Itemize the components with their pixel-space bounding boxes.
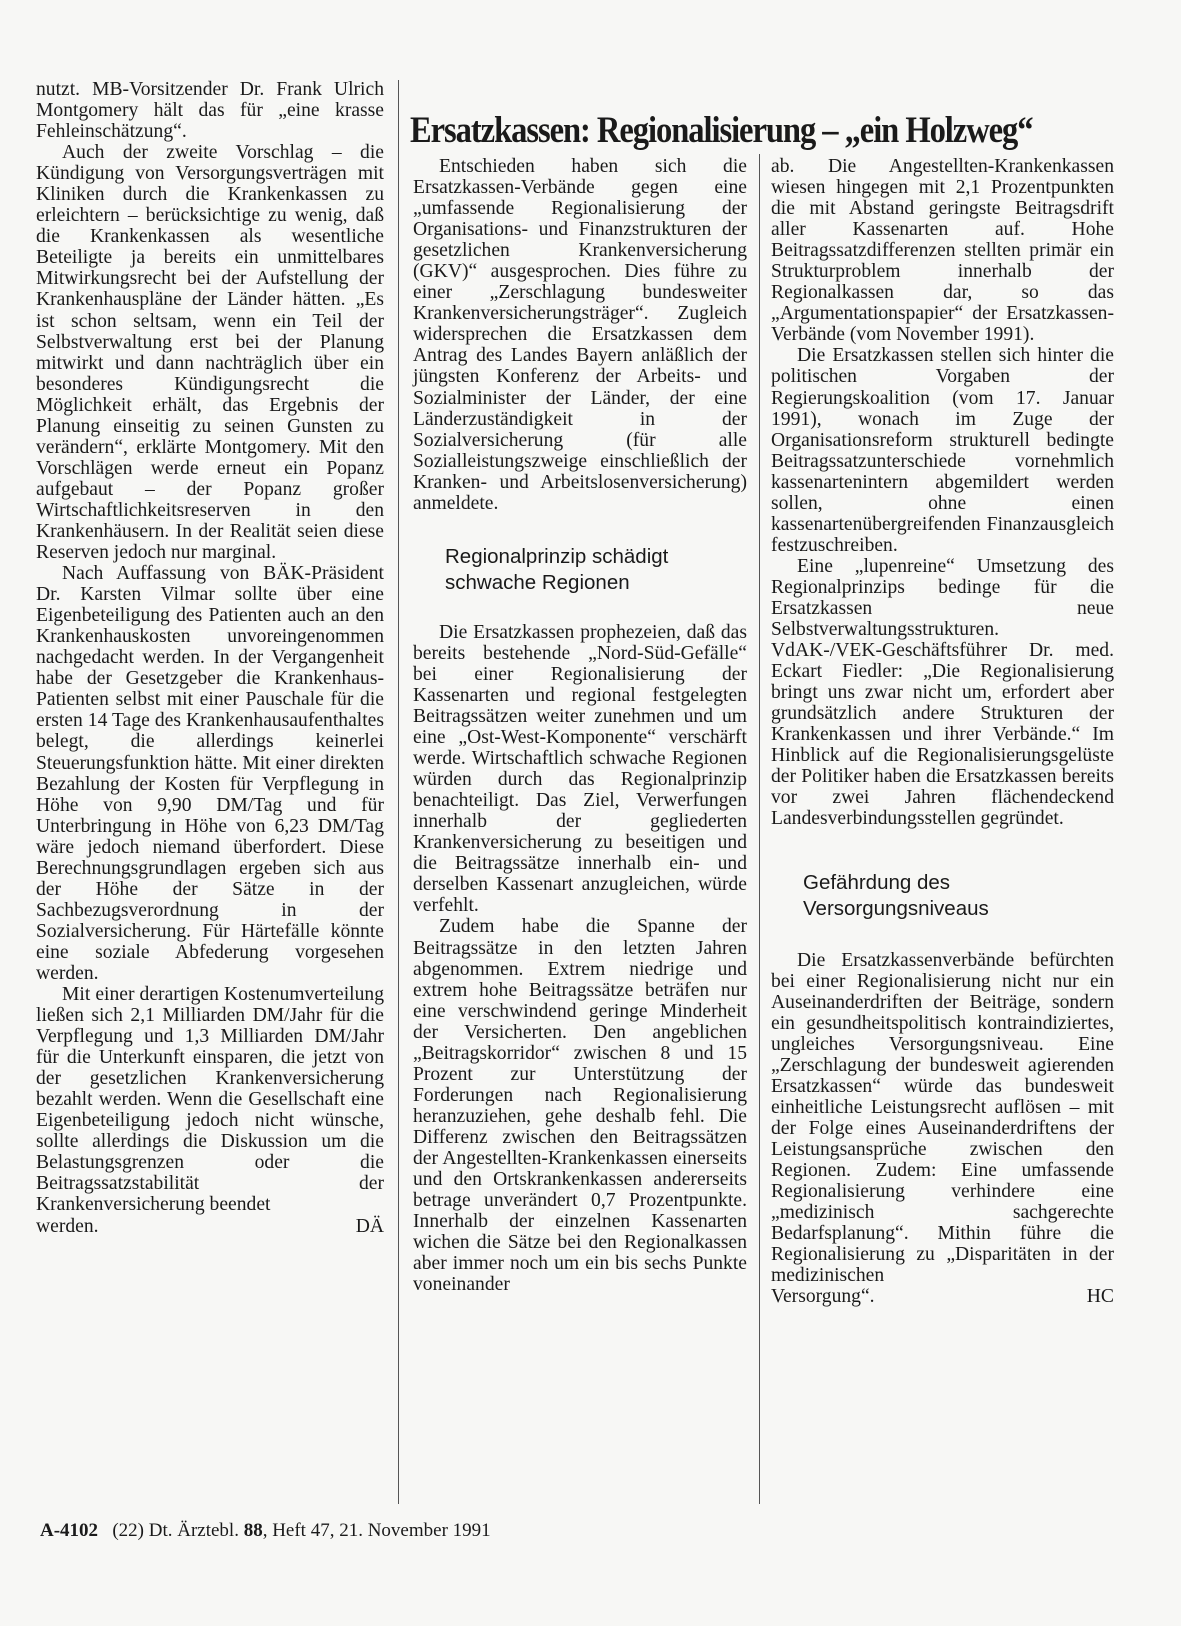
section-heading: Gefährdung des Versorgungsniveaus	[803, 870, 989, 920]
article-title: Ersatzkassen: Regionalisierung – „ein Holzweg“	[410, 109, 1033, 151]
paragraph: Nach Auffassung von BÄK-Präsident Dr. Karsten Vilmar sollte über eine Eigenbeteiligung des Patienten auch an den Krankenhauskosten unvoreingenommen nachgedacht werden. In der Vergangenheit habe der Gesetzgeber die Krankenhaus-Patienten selbst mit einer Pauschale für die ersten 14 Tage des Krankenhausaufenthaltes belegt, die allerdings keinerlei Steuerungsfunktion hätte. Mit einer direkten Bezahlung der Kosten für Verpflegung in Höhe von 9,90 DM/Tag und für Unterbringung in Höhe von 6,23 DM/Tag wäre jedoch niemand überfordert. Diese Berechnungsgrundlagen ergeben sich aus der Höhe der Sätze in der Sachbezugsverordnung in der Sozialversicherung. Für Härtefälle könnte eine soziale Abfederung vorgesehen werden.	[36, 563, 384, 984]
closing-line	[771, 1286, 1114, 1307]
paragraph: Entschieden haben sich die Ersatzkassen-Verbände gegen eine „umfassende Regionalisierung der Organisations- und Finanzstrukturen der gesetzlichen Krankenversicherung (GKV)“ ausgesprochen. Dies führe zu einer „Zerschlagung bundesweiter Krankenversicherungsträger“. Zugleich widersprechen die Ersatzkassen dem Antrag des Landes Bayern anläßlich der jüngsten Konferenz der Arbeits- und Sozialminister der Länder, der eine Länderzuständigkeit in der Sozialversicherung (für alle Sozialleistungszweige einschließlich der Kranken- und Arbeitslosenversicherung) anmeldete.	[413, 156, 747, 514]
closing-line	[36, 1216, 384, 1237]
section-heading: Regionalprinzip schädigt schwache Regionen	[445, 544, 669, 594]
volume-number: 88	[243, 1520, 263, 1541]
paragraph: ab. Die Angestellten-Krankenkassen wiesen hingegen mit 2,1 Prozentpunkten die mit Abstand geringste Beitragsdrift aller Kassenarten auf. Hohe Beitragssatzdifferenzen stellten primär ein Strukturproblem innerhalb der Regionalkassen dar, so das „Argumentationspapier“ der Ersatzkassen-Verbände (vom November 1991).	[771, 156, 1114, 346]
author-signature: DÄ	[355, 1215, 384, 1237]
column-divider	[759, 154, 760, 1504]
paragraph: Die Ersatzkassenverbände befürchten bei einer Regionalisierung nicht nur ein Auseinanderdriften der Beiträge, sondern ein gesundheitspolitisch kontraindiziertes, ungleiches Versorgungsniveau. Eine „Zerschlagung der bundesweit agierenden Ersatzkassen“ würde das bundesweit einheitliche Leistungsrecht auflösen – mit der Folge eines Auseinanderdriftens der Leistungsansprüche zwischen den Regionen. Zudem: Eine umfassende Regionalisierung verhindere eine „medizinisch sachgerechte Bedarfsplanung“. Mithin führe die Regionalisierung zu „Disparitäten in der medizinischen	[771, 949, 1114, 1287]
text-column-1	[36, 79, 384, 1237]
paragraph: Zudem habe die Spanne der Beitragssätze in den letzten Jahren abgenommen. Extrem niedrige und extrem hohe Beitragssätze beträfen nur eine verschwindend geringe Minderheit der Versicherten. Den angeblichen „Beitragskorridor“ zwischen 8 und 15 Prozent zur Unterstützung der Forderungen nach Regionalisierung heranzuziehen, gehe deshalb fehl. Die Differenz zwischen den Beitragssätzen der Angestellten-Krankenkassen einerseits und den Ortskrankenkassen andererseits betrage unverändert 0,7 Prozentpunkte. Innerhalb der einzelnen Kassenarten wichen die Sätze bei den Regionalkassen aber immer noch um ein bis sechs Punkte voneinander	[413, 916, 747, 1296]
paragraph: Auch der zweite Vorschlag – die Kündigung von Versorgungsverträgen mit Kliniken durch die Krankenkassen zu erleichtern – berücksichtige zu wenig, daß die Krankenkassen als wesentliche Beteiligte ja bereits ein unmittelbares Mitwirkungsrecht bei der Aufstellung der Krankenhauspläne der Länder hätten. „Es ist schon seltsam, wenn ein Teil der Selbstverwaltung erst bei der Planung mitwirkt und dann nachträglich über ein besonderes Kündigungsrecht die Möglichkeit erhält, das Ergebnis der Planung einseitig zu seinen Gunsten zu verändern“, erklärte Montgomery. Mit den Vorschlägen werde erneut ein Popanz aufgebaut – der Popanz großer Wirtschaftlichkeitsreserven in den Krankenhäusern. In der Realität seien diese Reserven jedoch nur marginal.	[36, 142, 384, 564]
author-signature: HC	[1086, 1286, 1114, 1308]
paragraph: Eine „lupenreine“ Umsetzung des Regionalprinzips bedinge für die Ersatzkassen neue Selbstverwaltungsstrukturen. VdAK-/VEK-Geschäftsführer Dr. med. Eckart Fiedler: „Die Regionalisierung bringt uns zwar nicht um, erfordert aber grundsätzlich andere Strukturen der Krankenkassen und ihrer Verbände.“ Im Hinblick auf die Regionalisierungsgelüste der Politiker haben die Ersatzkassen bereits vor zwei Jahren flächendeckend Landesverbindungsstellen gegründet.	[771, 555, 1114, 830]
text-column-3	[771, 156, 1114, 1307]
page-footer	[40, 1520, 491, 1542]
paragraph: Die Ersatzkassen prophezeien, daß das bereits bestehende „Nord-Süd-Gefälle“ bei einer Regionalisierung der Kassenarten und regional festgelegten Beitragssätzen weiter zunehmen und um eine „Ost-West-Komponente“ verschärft werde. Wirtschaftlich schwache Regionen würden durch das Regionalprinzip benachteiligt. Das Ziel, Verwerfungen innerhalb der gegliederten Krankenversicherung zu beseitigen und die Beitragssätze innerhalb ein- und derselben Kassenart anzugleichen, würde verfehlt.	[413, 621, 747, 917]
paragraph: Mit einer derartigen Kostenumverteilung ließen sich 2,1 Milliarden DM/Jahr für die Verpflegung und 1,3 Milliarden DM/Jahr für die Unterkunft einsparen, die jetzt von der gesetzlichen Krankenversicherung bezahlt werden. Wenn die Gesellschaft eine Eigenbeteiligung jedoch nicht wünsche, sollte allerdings die Diskussion um die Belastungsgrenzen oder die Beitragssatzstabilität der Krankenversicherung beendet	[36, 984, 384, 1216]
page-number: A-4102	[40, 1520, 99, 1541]
paragraph: nutzt. MB-Vorsitzender Dr. Frank Ulrich Montgomery hält das für „eine krasse Fehleinschätzung“.	[36, 79, 384, 143]
issue-date: , Heft 47, 21. November 1991	[262, 1520, 491, 1541]
paragraph-end: werden.	[36, 1215, 99, 1237]
paragraph-end: Versorgung“.	[771, 1286, 875, 1308]
journal-name: (22) Dt. Ärztebl.	[112, 1520, 239, 1541]
text-column-2	[413, 156, 747, 1295]
column-divider	[398, 80, 399, 1504]
paragraph: Die Ersatzkassen stellen sich hinter die politischen Vorgaben der Regierungskoalition (vom 17. Januar 1991), wonach im Zuge der Organisationsreform strukturell bedingte Beitragssatzunterschiede vornehmlich kassenartenintern abgemildert werden sollen, ohne einen kassenartenübergreifenden Finanzausgleich festzuschreiben.	[771, 345, 1114, 556]
